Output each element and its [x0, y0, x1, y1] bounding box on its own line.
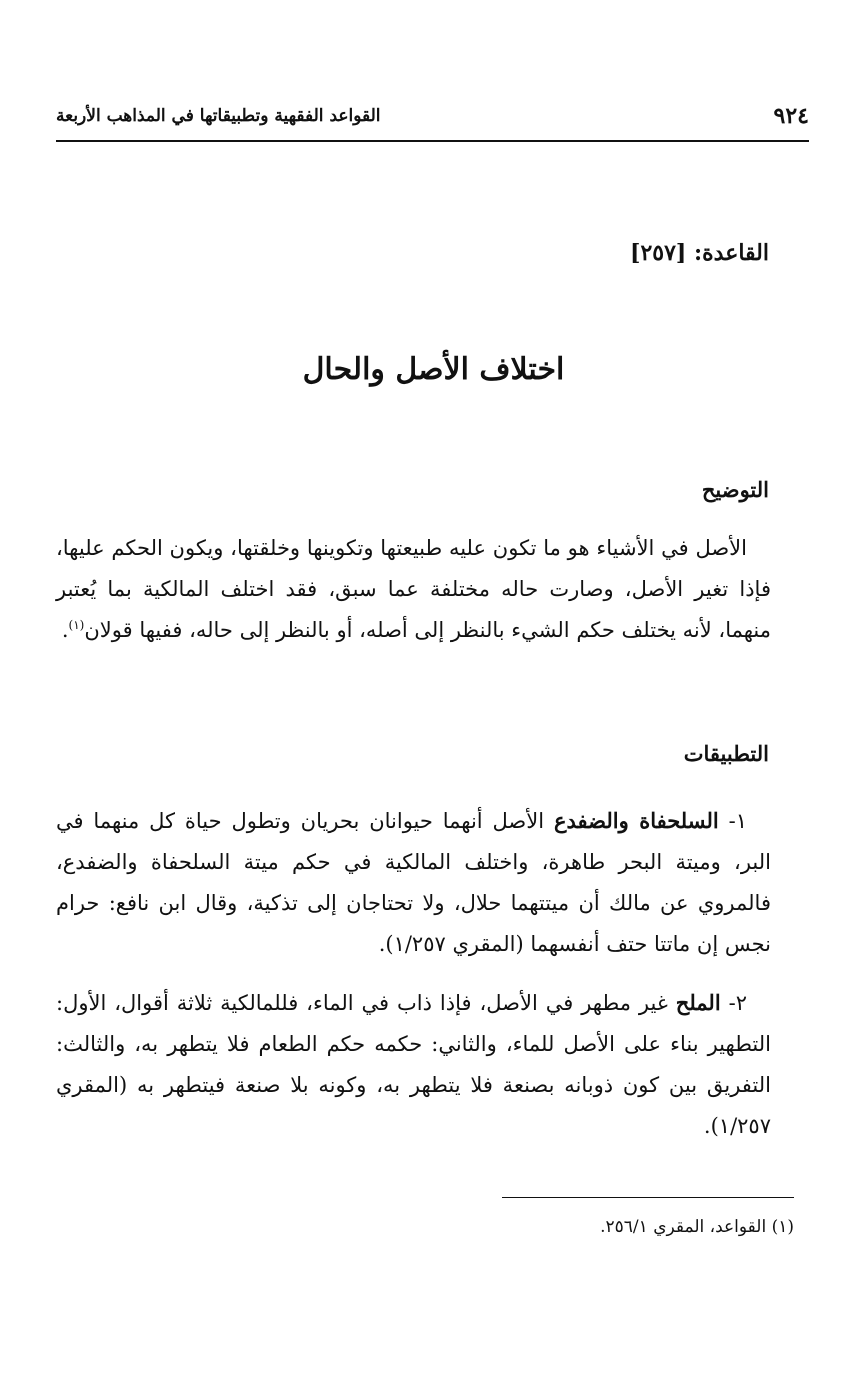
item-number: ١- — [728, 809, 748, 833]
explanation-end: . — [61, 618, 69, 642]
item-keyword: السلحفاة والضفدع — [553, 808, 719, 833]
application-item — [56, 800, 771, 965]
explanation-paragraph — [56, 528, 771, 651]
rule-number-label — [630, 240, 769, 266]
item-keyword: الملح — [675, 990, 721, 1015]
item-text: الأصل أنهما حيوانان بحريان وتطول حياة كل منهما في البر، وميتة البحر طاهرة، واختلف المالكية في حكم ميتة السلحفاة والضفدع، فالمروي عن مالك أن ميتتهما حلال، ولا تحتاجان إلى تذكية، وقال ابن نافع: حرام نجس إن ماتتا حتف أنفسهما (المقري ١/٢٥٧). — [56, 809, 771, 956]
footnote: (١) القواعد، المقري ٢٥٦/١. — [600, 1217, 794, 1237]
running-header-title: القواعد الفقهية وتطبيقاتها في المذاهب الأربعة — [56, 106, 381, 126]
header-divider — [56, 140, 809, 142]
footnote-divider — [502, 1197, 794, 1198]
applications-heading: التطبيقات — [683, 741, 769, 766]
item-number: ٢- — [728, 991, 747, 1015]
application-item — [56, 982, 771, 1147]
item-text: غير مطهر في الأصل، فإذا ذاب في الماء، فللمالكية ثلاثة أقوال، الأول: التطهير بناء على الأصل للماء، والثاني: حكمه حكم الطعام فلا يتطهر به، والثالث: التفريق بين كون ذوبانه بصنعة فلا يتطهر به، وكونه بلا صنعة فيتطهر به (المقري ١/٢٥٧). — [56, 991, 771, 1138]
page-number: ٩٢٤ — [773, 103, 809, 129]
footnote-marker: (١) — [68, 618, 85, 632]
explanation-heading: التوضيح — [701, 477, 769, 502]
rule-number: [٢٥٧] — [630, 240, 687, 266]
explanation-text: الأصل في الأشياء هو ما تكون عليه طبيعتها وتكوينها وخلقتها، ويكون الحكم عليها، فإذا تغير الأصل، وصارت حاله مختلفة عما سبق، فقد اختلف المالكية بما يُعتبر منهما، لأنه يختلف حكم الشيء بالنظر إلى أصله، أو بالنظر إلى حاله، ففيها قولان — [56, 536, 771, 642]
rule-label: القاعدة: — [694, 240, 769, 266]
chapter-title: اختلاف الأصل والحال — [302, 352, 565, 387]
